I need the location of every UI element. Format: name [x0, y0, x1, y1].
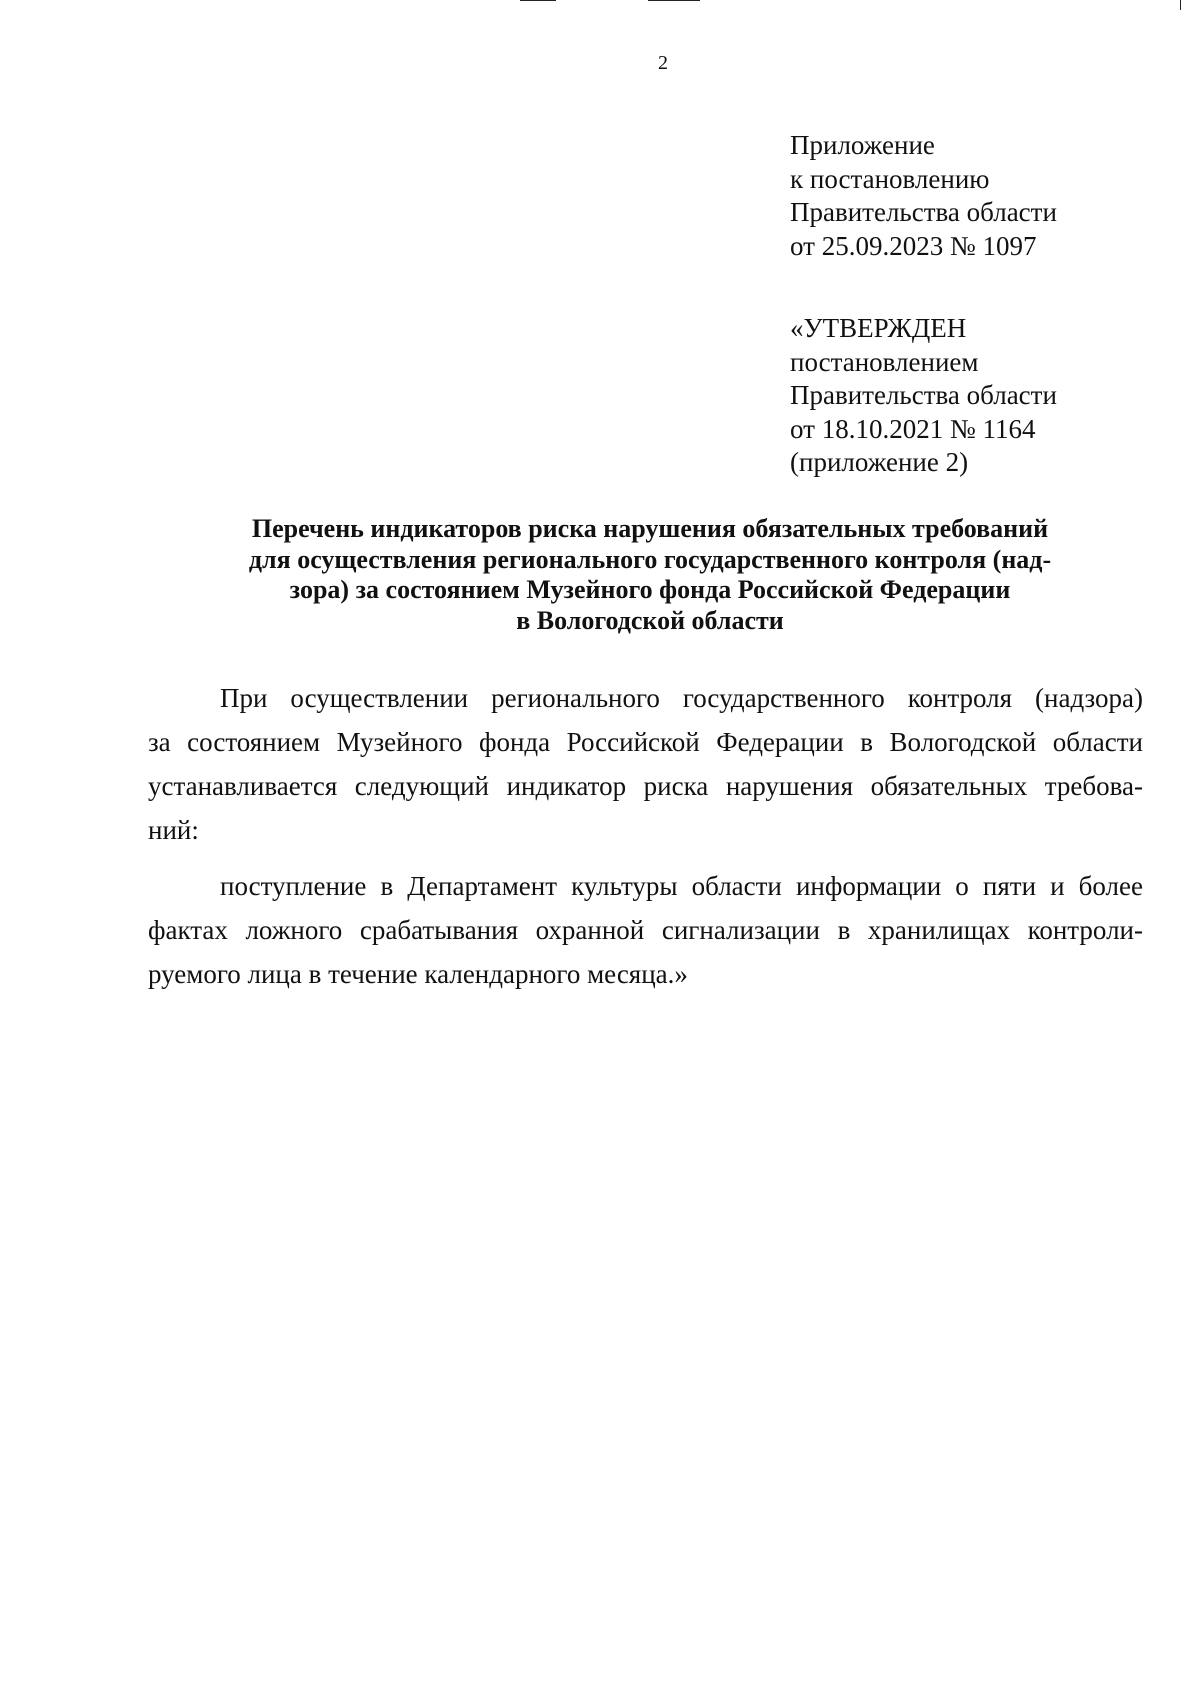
approved-line: от 18.10.2021 № 1164	[790, 413, 1036, 444]
appendix-line: Правительства области	[790, 197, 1057, 227]
page-number: 2	[658, 52, 668, 74]
title-line: в Вологодской области	[516, 605, 784, 635]
title-line: зора) за состоянием Музейного фонда Российской Федерации	[289, 575, 1011, 604]
paragraph-line: фактах ложного срабатывания охранной сигнализации в хранилищах контроли-	[148, 915, 1143, 945]
approved-line: «УТВЕРЖДЕН	[790, 313, 967, 343]
scan-artifact	[648, 0, 700, 1]
paragraph-line: поступление в Департамент культуры области информации о пяти и более	[220, 871, 1143, 901]
paragraph-intro	[148, 676, 1143, 852]
paragraph-line: ний:	[148, 815, 199, 845]
document-title	[150, 514, 1150, 636]
approved-reference	[790, 312, 1057, 480]
paragraph-line: При осуществлении регионального государственного контроля (надзора)	[220, 683, 1143, 713]
title-line: для осуществления регионального государственного контроля (над-	[248, 544, 1052, 574]
appendix-line: Приложение	[790, 130, 935, 160]
approved-line: (приложение 2)	[790, 447, 969, 477]
paragraph-line: руемого лица в течение календарного месяца.»	[148, 959, 688, 989]
appendix-line: от 25.09.2023 № 1097	[790, 230, 1037, 261]
paragraph-line: за состоянием Музейного фонда Российской Федерации в Вологодской области	[148, 727, 1143, 757]
title-line: Перечень индикаторов риска нарушения обязательных требований	[251, 514, 1049, 543]
paragraph-indicator	[148, 864, 1143, 996]
scan-artifact	[520, 0, 556, 1]
approved-line: Правительства области	[790, 380, 1057, 410]
appendix-line: к постановлению	[790, 163, 990, 194]
paragraph-line: устанавливается следующий индикатор риска нарушения обязательных требова-	[148, 771, 1143, 801]
appendix-reference	[790, 129, 1057, 263]
approved-line: постановлением	[790, 346, 979, 377]
scan-artifact	[1180, 0, 1181, 10]
